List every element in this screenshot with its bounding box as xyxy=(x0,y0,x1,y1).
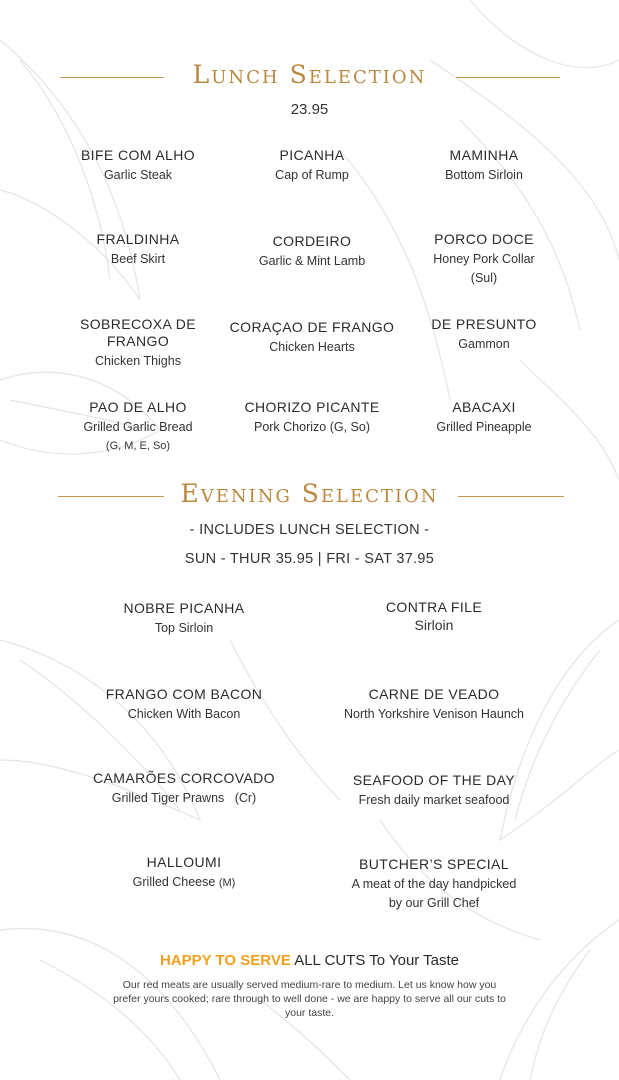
item-desc: North Yorkshire Venison Haunch xyxy=(344,707,524,721)
item-desc-text: Grilled Cheese xyxy=(132,875,216,889)
lunch-title: Lunch Selection xyxy=(192,60,427,89)
item-desc: Fresh daily market seafood xyxy=(358,793,510,807)
item-name: CORAÇAO DE FRANGO xyxy=(229,319,395,335)
item-name: CONTRA FILE xyxy=(385,599,483,615)
item-desc: Gammon xyxy=(458,337,510,351)
item-desc: Beef Skirt xyxy=(110,252,166,266)
item-desc: Chicken Thighs xyxy=(95,354,181,368)
lunch-header xyxy=(0,62,619,88)
item-name: SOBRECOXA DE xyxy=(79,316,197,332)
evening-title: Evening Selection xyxy=(180,479,439,508)
taste-banner xyxy=(0,952,619,969)
menu-item xyxy=(324,772,544,810)
item-desc: Grilled Garlic Bread xyxy=(83,420,193,434)
menu-item xyxy=(404,316,564,354)
item-desc: Garlic & Mint Lamb xyxy=(258,254,366,268)
menu-item xyxy=(222,319,402,357)
item-name: SEAFOOD OF THE DAY xyxy=(352,772,516,788)
menu-item xyxy=(58,147,218,185)
item-name: PAO DE ALHO xyxy=(89,399,187,415)
item-allergens: (M) xyxy=(218,877,236,889)
item-name: DE PRESUNTO xyxy=(431,316,537,332)
menu-item xyxy=(404,231,564,288)
menu-item xyxy=(404,399,564,437)
item-name: CAMARÕES CORCOVADO xyxy=(93,770,275,786)
cooking-note: Our red meats are usually served medium-rare to medium. Let us know how you prefer yours cooked; rare through to well done - we are happy to serve all our cuts to your taste. xyxy=(113,979,506,1019)
menu-item xyxy=(232,147,392,185)
menu-item xyxy=(58,231,218,269)
item-name: PORCO DOCE xyxy=(434,231,534,247)
item-name: BUTCHER’S SPECIAL xyxy=(359,856,509,872)
item-desc: Grilled Pineapple xyxy=(436,420,532,434)
divider-right xyxy=(456,77,560,78)
menu-item xyxy=(404,147,564,185)
evening-header xyxy=(0,481,619,507)
item-desc-line2: by our Grill Chef xyxy=(388,896,480,910)
menu-item xyxy=(84,854,284,893)
item-desc xyxy=(84,873,284,893)
evening-prices: SUN - THUR 35.95 | FRI - SAT 37.95 xyxy=(184,551,435,567)
divider-left xyxy=(58,496,164,497)
item-desc: Grilled Tiger Prawns (Cr) xyxy=(111,791,257,805)
menu-item xyxy=(334,599,534,635)
item-desc: Pork Chorizo (G, So) xyxy=(253,420,370,434)
item-allergens: (G, M, E, So) xyxy=(105,440,171,452)
lunch-price: 23.95 xyxy=(290,101,329,118)
taste-highlight: HAPPY TO SERVE xyxy=(159,952,291,969)
item-name: CARNE DE VEADO xyxy=(368,686,500,702)
menu-item xyxy=(324,686,544,724)
item-name-line2: FRANGO xyxy=(106,333,170,349)
item-name: CORDEIRO xyxy=(272,233,352,249)
divider-right xyxy=(458,496,564,497)
menu-item xyxy=(222,233,402,271)
item-name: ABACAXI xyxy=(452,399,516,415)
menu-item xyxy=(58,316,218,371)
item-desc: Bottom Sirloin xyxy=(445,168,523,182)
item-desc: A meat of the day handpicked xyxy=(351,877,517,891)
menu-item xyxy=(74,770,294,808)
item-desc: Sirloin xyxy=(414,617,454,633)
item-name: BIFE COM ALHO xyxy=(80,147,196,163)
evening-includes: - INCLUDES LUNCH SELECTION - xyxy=(189,522,430,538)
item-desc: Cap of Rump xyxy=(275,168,349,182)
item-name: CHORIZO PICANTE xyxy=(244,399,380,415)
item-name: NOBRE PICANHA xyxy=(123,600,245,616)
item-name: FRALDINHA xyxy=(96,231,180,247)
item-name: HALLOUMI xyxy=(146,854,222,870)
menu-item xyxy=(84,686,284,724)
divider-left xyxy=(60,77,164,78)
item-name: PICANHA xyxy=(279,147,345,163)
item-desc: Garlic Steak xyxy=(103,168,173,182)
item-desc-note: (Sul) xyxy=(470,271,498,285)
item-desc: Chicken Hearts xyxy=(269,340,355,354)
menu-item xyxy=(222,399,402,437)
item-name: MAMINHA xyxy=(449,147,519,163)
taste-rest: ALL CUTS To Your Taste xyxy=(290,952,460,969)
menu-item xyxy=(84,600,284,638)
item-desc: Honey Pork Collar xyxy=(433,252,535,266)
menu-item xyxy=(58,399,218,456)
item-desc: Chicken With Bacon xyxy=(127,707,241,721)
item-name: FRANGO COM BACON xyxy=(105,686,263,702)
item-desc: Top Sirloin xyxy=(154,621,214,635)
menu-item xyxy=(324,856,544,913)
